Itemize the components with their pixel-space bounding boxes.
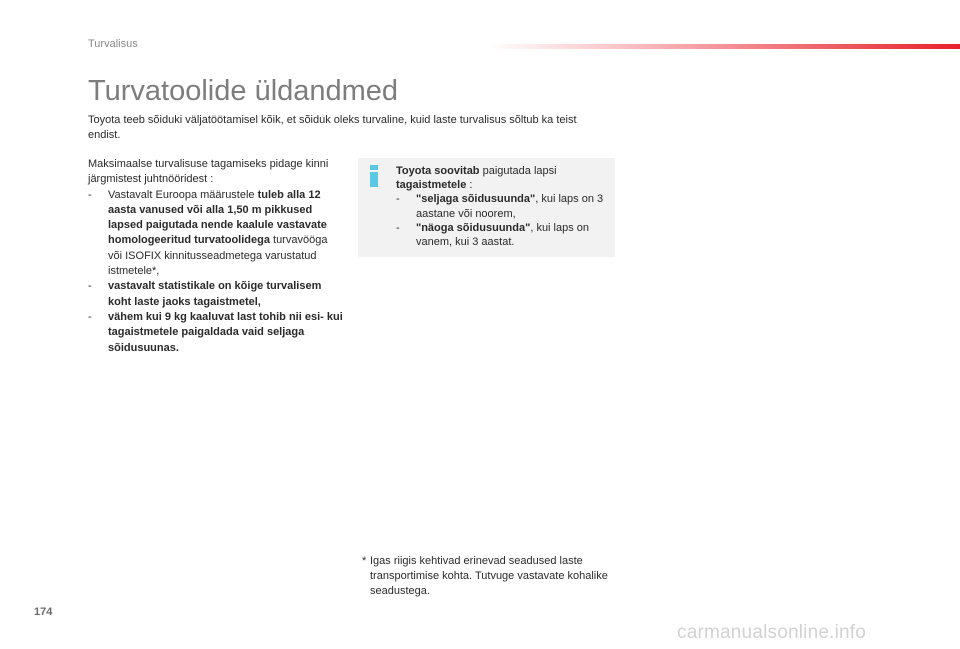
info-lead: [396, 164, 610, 192]
info-item1-bold: "seljaga sõidusuunda": [416, 193, 536, 206]
item1-post: turvavööga või ISOFIX kinnitusseadmetega varustatud istmetele*,: [108, 234, 328, 278]
item1-bold: tuleb alla 12 aasta vanused või alla 1,50 m pikkused lapsed paigutada nende kaalule vastavate homologeeritud turvatoolidega: [108, 188, 327, 247]
guidelines-column: [88, 157, 344, 356]
info-lead-bold: Toyota soovitab: [396, 165, 480, 177]
list-dash: -: [88, 310, 92, 323]
list-dash: -: [88, 280, 92, 293]
guidelines-lead: Maksimaalse turvalisuse tagamiseks pidage kinni järgmistest juhtnööridest :: [88, 158, 329, 186]
list-item: [396, 221, 610, 249]
item3-text: vähem kui 9 kg kaaluvat last tohib nii esi- kui tagaistmetele paigaldada vaid seljaga sõidusuunas.: [108, 310, 343, 354]
info-text: [396, 164, 610, 249]
list-dash: -: [396, 193, 400, 206]
item2-text: vastavalt statistikale on kõige turvalisem koht laste jaoks tagaistmetel,: [108, 280, 322, 308]
info-lead-bold2: tagaistmetele: [396, 179, 467, 192]
page-title: Turvatoolide üldandmed: [88, 75, 399, 107]
header-accent-bar: [488, 44, 960, 49]
guidelines-list: [88, 188, 344, 356]
info-lead-mid: paigutada lapsi: [479, 165, 557, 177]
page-number: 174: [34, 606, 53, 618]
info-icon: [368, 165, 380, 187]
item1-pre: Vastavalt Euroopa määrustele: [108, 188, 258, 201]
info-box: [358, 158, 615, 257]
list-item: [88, 188, 344, 280]
list-item: [88, 279, 344, 310]
watermark: carmanualsonline.info: [677, 622, 867, 643]
intro-paragraph: Toyota teeb sõiduki väljatöötamisel kõik, et sõiduk oleks turvaline, kuid laste turvalisus sõltub ka teist endist.: [88, 114, 577, 141]
list-dash: -: [88, 188, 92, 201]
list-item: [88, 310, 344, 356]
info-item2-rest: , kui laps on vanem, kui 3 aastat.: [416, 221, 590, 249]
footnote-star: *: [362, 555, 367, 567]
list-item: [396, 192, 610, 220]
info-item2-bold: "näoga sõidusuunda": [416, 221, 531, 234]
info-item1-rest: , kui laps on 3 aastane või noorem,: [416, 193, 604, 220]
info-list: [396, 192, 610, 249]
list-dash: -: [396, 221, 400, 234]
section-label: Turvalisus: [88, 38, 138, 50]
footnote-text: Igas riigis kehtivad erinevad seadused laste transportimise kohta. Tutvuge vastavate kohalike seadustega.: [370, 555, 608, 597]
info-lead-end: :: [466, 179, 473, 192]
footnote: [362, 554, 612, 599]
